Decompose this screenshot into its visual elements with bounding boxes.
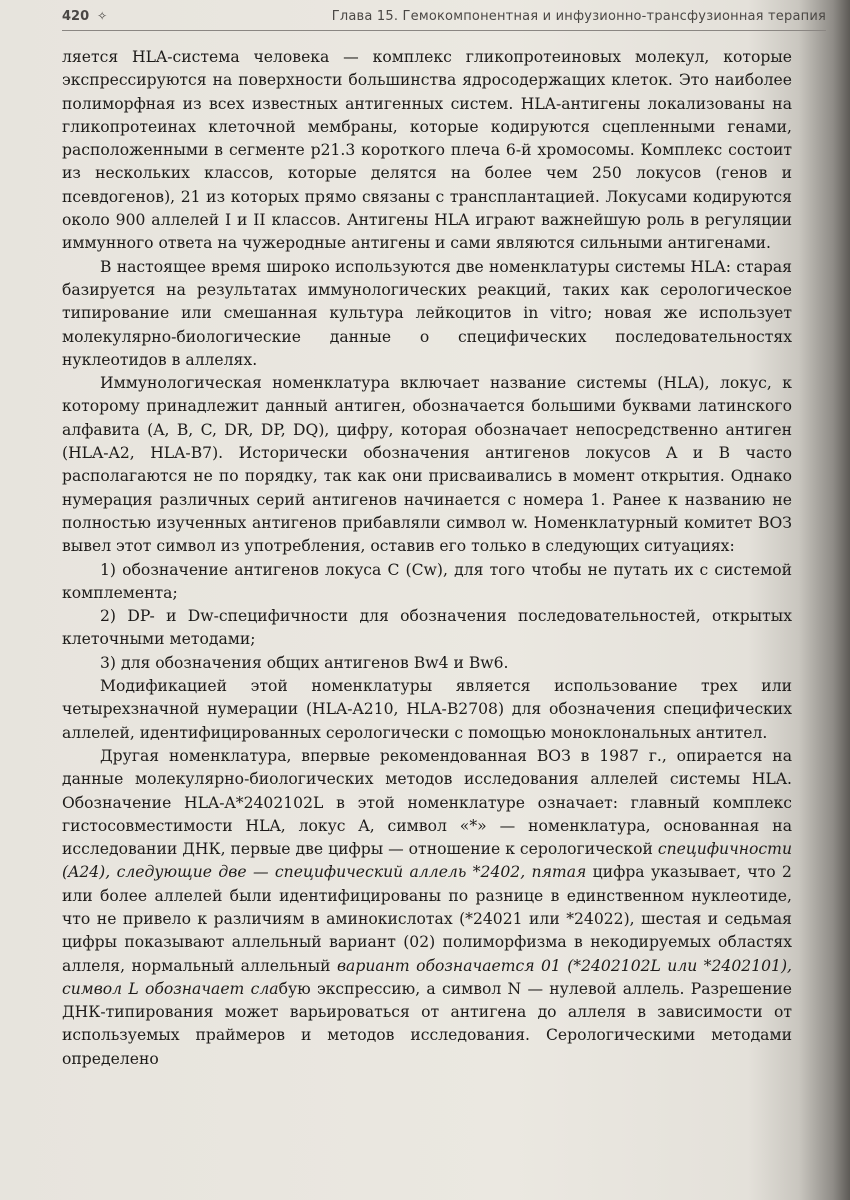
paragraph-hla-intro: ляется HLA-система человека — комплекс гликопротеиновых молекул, которые экспрессируются на поверхности большинства ядросодержащих клеток. Это наиболее полиморфная из всех известных антигенных систем. HLA-антигены локализованы на гликопротеинах клеточной мембраны, которые кодируются сцепленными генами, расположенными в сегменте p21.3 короткого плеча 6-й хромосомы. Комплекс состоит из нескольких классов, которые делятся на более чем 250 локусов (генов и псевдогенов), 21 из которых прямо связаны с трансплантацией. Локусами кодируются около 900 аллелей I и II классов. Антигены HLA играют важнейшую роль в регуляции иммунного ответа на чужеродные антигены и сами являются сильными антигенами. xyxy=(62,48,792,253)
text-segment: Другая номенклатура, впервые рекомендованная ВОЗ в 1987 г., опирается на данные молекулярно-биологических методов исследования аллелей системы HLA. Обозначение HLA-A*2402102L в этой номенклатуре означает: главный комплекс гистосовместимости HLA, локус A, символ «*» — номенклатура, основанная на исследовании ДНК, первые две цифры — отношение к серологической xyxy=(62,746,792,859)
list-item-2: 2) DP- и Dw-специфичности для обозначения последовательностей, открытых клеточными методами; xyxy=(62,607,792,649)
chapter-title: Глава 15. Гемокомпонентная и инфузионно-трансфузионная терапия xyxy=(331,8,826,24)
ornament-icon: ✧ xyxy=(97,9,108,23)
header-rule xyxy=(62,30,826,31)
paragraph-molecular-nomenclature xyxy=(62,745,792,1071)
list-item-3: 3) для обозначения общих антигенов Bw4 и Bw6. xyxy=(100,653,509,672)
body-text xyxy=(62,46,792,1071)
italic-segment: вариант обозначается 01 (*2402102L или *2402101), символ L обозначает сла xyxy=(62,956,792,998)
list-item-1: 1) обозначение антигенов локуса C (Cw), для того чтобы не путать их с системой комплемента; xyxy=(62,560,792,602)
text-segment: бую экспрессию, а символ N — нулевой аллель. Разрешение ДНК-типирования может варьироваться от антигена до аллеля в зависимости от используемых праймеров и методов исследования. Серологическими методами определено xyxy=(62,979,792,1068)
text-segment: цифра указывает, что 2 или более аллелей были идентифицированы по разнице в единственном нуклеотиде, что не привело к различиям в аминокислотах (*24021 или *24022), шестая и седьмая цифры показывают аллельный вариант (02) полиморфизма в некодируемых областях аллеля, нормальный аллельный xyxy=(62,863,792,975)
paragraph-immunological-nomenclature: Иммунологическая номенклатура включает название системы (HLA), локус, к которому принадлежит данный антиген, обозначается большими буквами латинского алфавита (A, B, C, DR, DP, DQ), цифру, которая обозначает непосредственно антиген (HLA-A2, HLA-B7). Исторически обозначения антигенов локусов A и B часто располагаются не по порядку, так как они присваивались в момент открытия. Однако нумерация различных серий антигенов начинается с номера 1. Ранее к названию не полностью изученных антигенов прибавляли символ w. Номенклатурный комитет ВОЗ вывел этот символ из употребления, оставив его только в следующих ситуациях: xyxy=(62,374,792,556)
italic-segment: специфичности (A24), следующие две — специфический аллель *2402, пятая xyxy=(62,840,792,882)
paragraph-modification: Модификацией этой номенклатуры является использование трех или четырехзначной нумерации (HLA-A210, HLA-B2708) для обозначения специфических аллелей, идентифицированных серологически с помощью моноклональных антител. xyxy=(62,677,792,742)
page-number: 420 xyxy=(62,8,90,24)
running-head xyxy=(62,4,826,28)
paragraph-nomenclatures: В настоящее время широко используются две номенклатуры системы HLA: старая базируется на результатах иммунологических реакций, таких как серологическое типирование или смешанная культура лейкоцитов in vitro; новая же использует молекулярно-биологические данные о специфических последовательностях нуклеотидов в аллелях. xyxy=(62,257,792,369)
